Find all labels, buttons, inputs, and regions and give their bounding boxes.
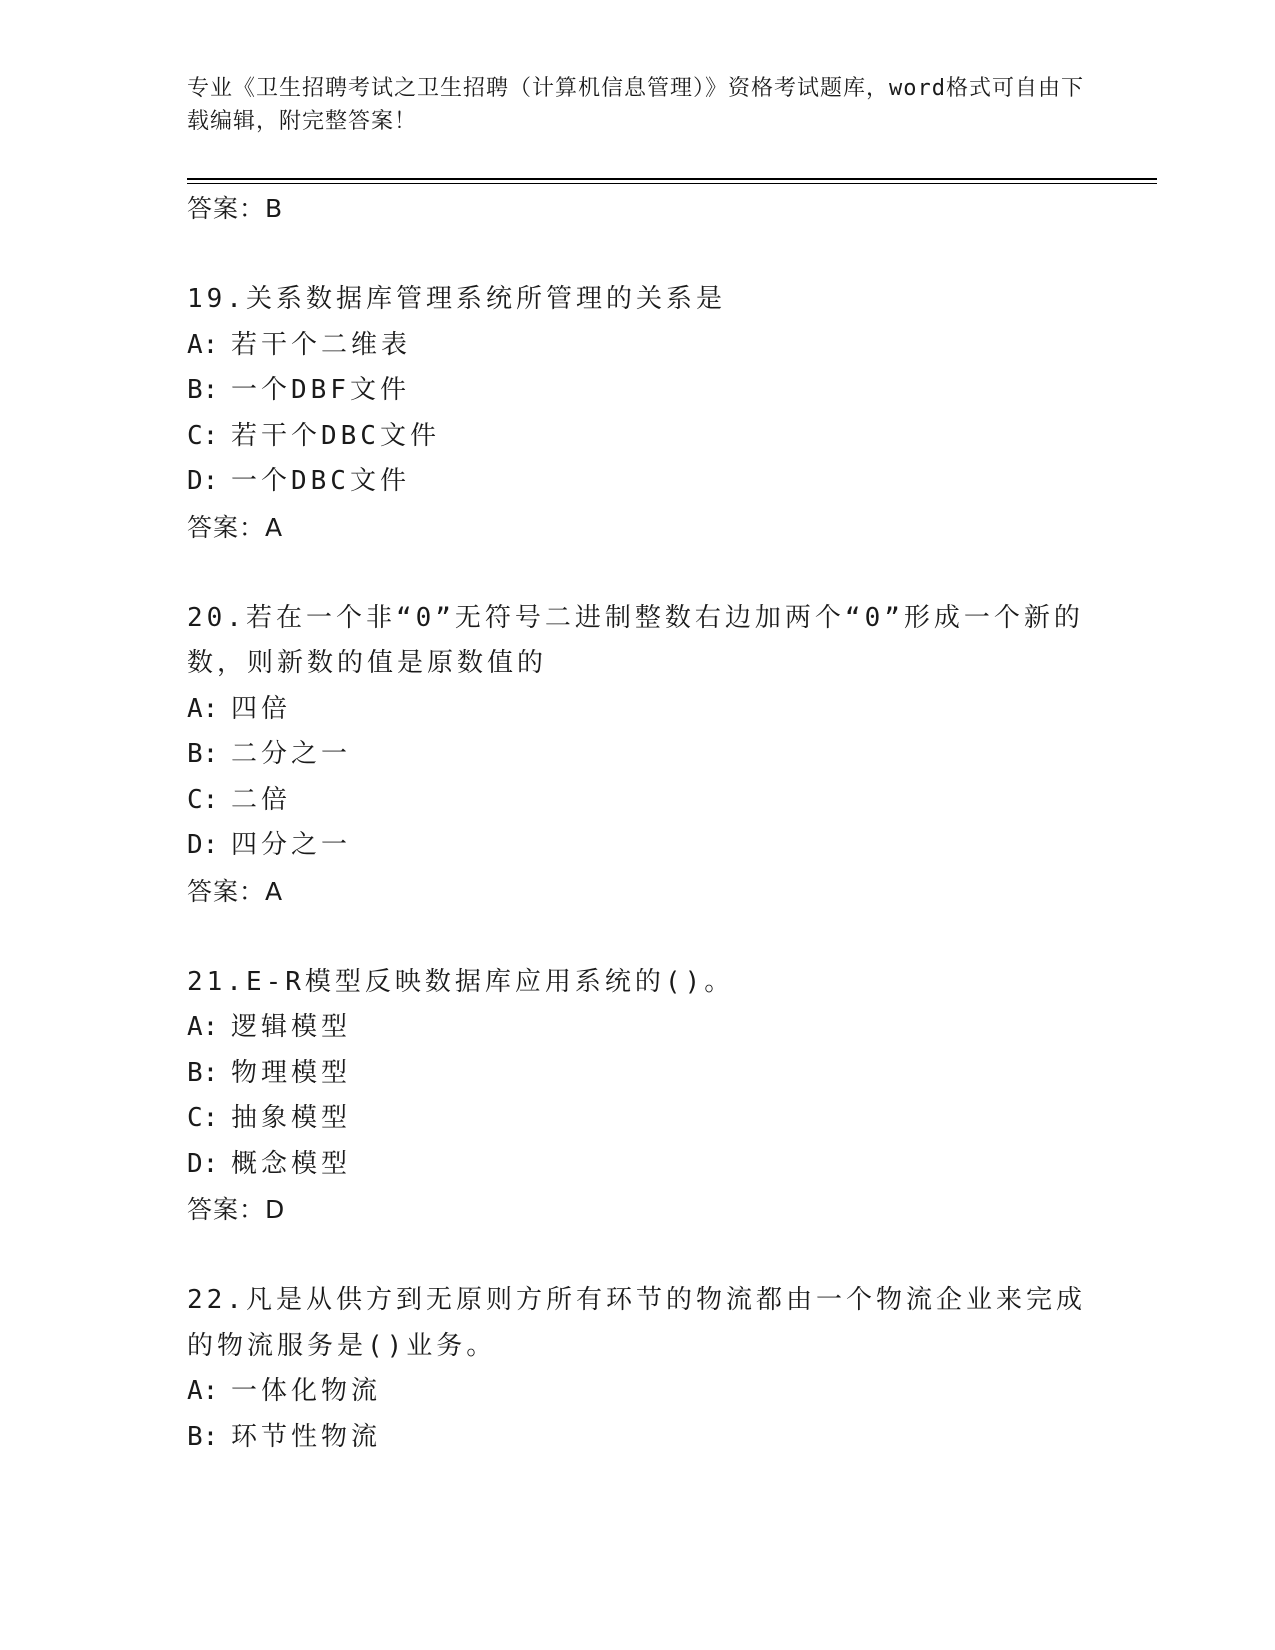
answer-line: 答案：A [187,512,284,542]
question-text: 19.关系数据库管理系统所管理的关系是 [187,284,726,314]
option-key: B: [187,1421,219,1452]
option-key: B: [187,1057,219,1088]
option-text: 若干个DBC文件 [231,420,440,451]
option-item [187,1415,1087,1461]
option-key: A: [187,329,219,360]
option-key: D: [187,1148,219,1179]
option-item [187,414,1087,460]
option-item [187,732,1087,778]
option-item [187,1096,1087,1142]
option-text: 二倍 [231,784,292,815]
option-key: A: [187,1376,219,1406]
question-block [187,596,1087,915]
option-key: A: [187,693,219,724]
option-item [187,323,1087,369]
option-text: 抽象模型 [231,1103,352,1133]
answer-line: 答案：B [187,194,284,223]
option-item [187,368,1087,414]
option-text: 逻辑模型 [231,1012,352,1042]
question-block [187,960,1087,1234]
option-key: B: [187,375,219,405]
question-text: 21.E-R模型反映数据库应用系统的()。 [187,966,735,997]
option-text: 四倍 [231,693,292,724]
answer-line: 答案：D [187,1195,286,1224]
header-rule [187,178,1157,180]
question-block [187,277,1087,551]
question-list [187,186,1087,1460]
option-item [187,1369,1087,1415]
option-text: 物理模型 [231,1057,352,1088]
option-item [187,1005,1087,1051]
option-text: 一体化物流 [231,1376,382,1406]
question-block [187,1278,1087,1460]
option-key: C: [187,784,219,815]
option-key: D: [187,466,219,496]
option-item [187,459,1087,505]
question-text: 22.凡是从供方到无原则方所有环节的物流都由一个物流企业来完成的物流服务是()业务。 [187,1285,1086,1361]
option-key: A: [187,1012,219,1042]
question-text: 20.若在一个非“0”无符号二进制整数右边加两个“0”形成一个新的数，则新数的值是原数值的 [187,602,1084,678]
option-text: 一个DBF文件 [231,375,410,405]
option-text: 一个DBC文件 [231,466,410,496]
option-item [187,778,1087,824]
option-item [187,687,1087,733]
option-text: 概念模型 [231,1148,352,1179]
option-key: C: [187,1103,219,1133]
option-item [187,1142,1087,1188]
option-key: D: [187,830,219,860]
option-text: 环节性物流 [231,1421,382,1452]
option-item [187,823,1087,869]
answer-line: 答案：A [187,876,284,906]
option-key: B: [187,739,219,769]
option-text: 若干个二维表 [231,329,412,360]
option-key: C: [187,420,219,451]
option-text: 二分之一 [231,739,352,769]
page-header: 专业《卫生招聘考试之卫生招聘（计算机信息管理）》资格考试题库，word格式可自由下载编辑，附完整答案！ [187,76,1084,134]
option-item [187,1051,1087,1097]
header-rule-thin [187,183,1157,184]
option-text: 四分之一 [231,830,352,860]
